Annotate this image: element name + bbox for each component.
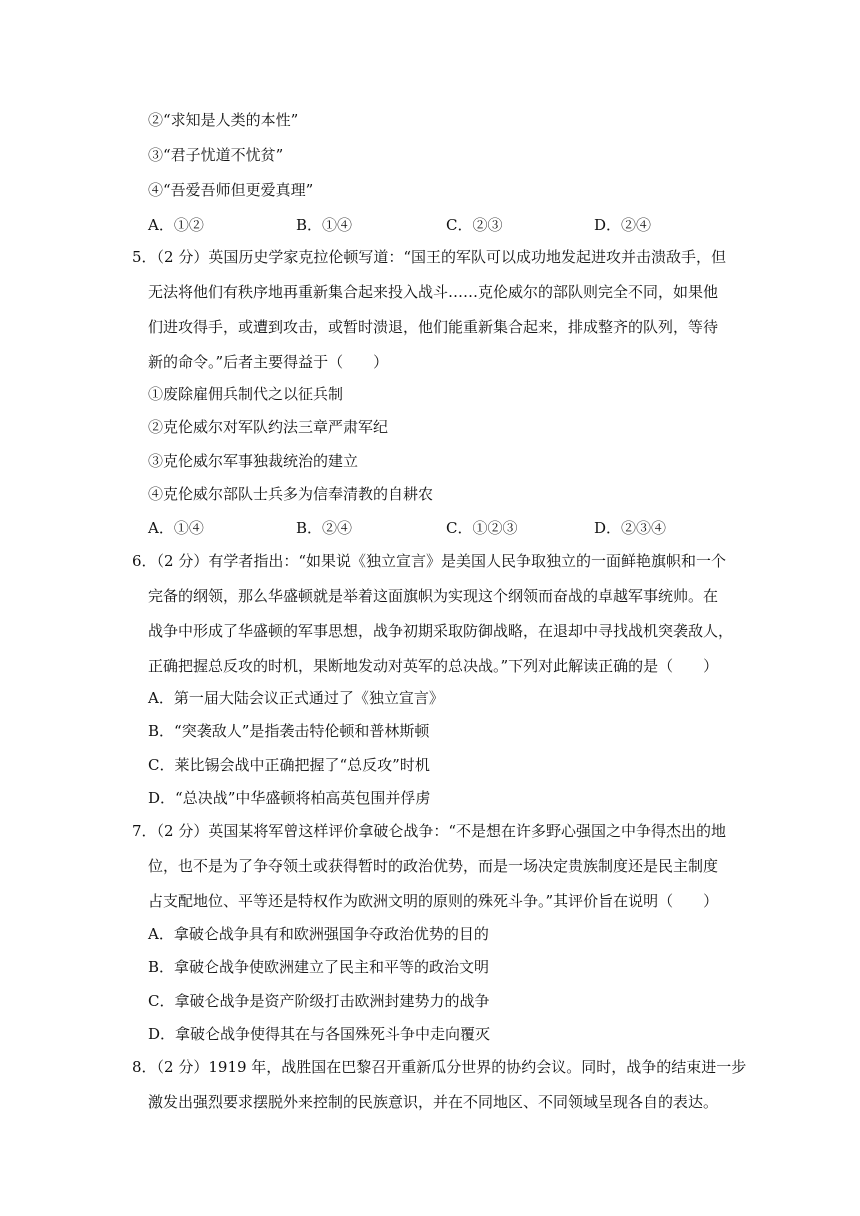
q5-option-d: D．②③④ [594, 519, 667, 537]
q5-stem-line-4: 新的命令。”后者主要得益于（ ） [148, 353, 389, 371]
q6-stem-line-4: 正确把握总反攻的时机，果断地发动对英军的总决战。”下列对此解读正确的是（ ） [148, 657, 719, 675]
q5-item-1: ①废除雇佣兵制代之以征兵制 [148, 385, 344, 403]
q5-option-a: A．①④ [148, 519, 204, 537]
q4-options [0, 215, 760, 235]
q5-stem-line-2: 无法将他们有秩序地再重新集合起来投入战斗……克伦威尔的部队则完全不同，如果他 [148, 283, 719, 301]
q4-option-d: D．②④ [594, 216, 652, 234]
q4-item-4: ④“吾爱吾师但更爱真理” [148, 181, 314, 199]
q5-option-b: B．②④ [296, 519, 353, 537]
q7-stem-line-3: 占支配地位、平等还是特权作为欧洲文明的原则的殊死斗争。”其评价旨在说明（ ） [148, 892, 719, 910]
q6-choice-c: C．莱比锡会战中正确把握了“总反攻”时机 [148, 756, 430, 774]
q6-stem-line-2: 完备的纲领，那么华盛顿就是举着这面旗帜为实现这个纲领而奋战的卓越军事统帅。在 [148, 587, 719, 605]
q5-stem-line-1: 5．（2 分）英国历史学家克拉伦顿写道：“国王的军队可以成功地发起进攻并击溃敌手，但 [132, 248, 727, 266]
q6-choice-d: D．“总决战”中华盛顿将柏高英包围并俘虏 [148, 789, 431, 807]
q5-item-4: ④克伦威尔部队士兵多为信奉清教的自耕农 [148, 485, 434, 503]
q4-option-a: A．①② [148, 216, 204, 234]
q6-stem-line-1: 6．（2 分）有学者指出：“如果说《独立宣言》是美国人民争取独立的一面鲜艳旗帜和一个 [132, 552, 727, 570]
q4-option-b: B．①④ [296, 216, 353, 234]
q5-item-2: ②克伦威尔对军队约法三章严肃军纪 [148, 418, 389, 436]
q7-choice-a: A．拿破仑战争具有和欧洲强国争夺政治优势的目的 [148, 925, 489, 943]
q7-choice-c: C．拿破仑战争是资产阶级打击欧洲封建势力的战争 [148, 992, 490, 1010]
q5-stem-line-3: 们进攻得手，或遭到攻击，或暂时溃退，他们能重新集合起来，排成整齐的队列，等待 [148, 318, 719, 336]
q4-item-2: ②“求知是人类的本性” [148, 111, 299, 129]
q8-stem-line-1: 8．（2 分）1919 年，战胜国在巴黎召开重新瓜分世界的协约会议。同时，战争的结束进一步 [132, 1058, 747, 1076]
q6-choice-b: B．“突袭敌人”是指袭击特伦顿和普林斯顿 [148, 722, 430, 740]
q4-option-c: C．②③ [446, 216, 503, 234]
q7-choice-b: B．拿破仑战争使欧洲建立了民主和平等的政治文明 [148, 958, 490, 976]
q7-choice-d: D．拿破仑战争使得其在与各国殊死斗争中走向覆灭 [148, 1025, 491, 1043]
q5-options [0, 518, 760, 538]
q5-option-c: C．①②③ [446, 519, 518, 537]
q7-stem-line-2: 位，也不是为了争夺领土或获得暂时的政治优势，而是一场决定贵族制度还是民主制度 [148, 857, 719, 875]
q4-item-3: ③“君子忧道不忧贫” [148, 146, 284, 164]
q5-item-3: ③克伦威尔军事独裁统治的建立 [148, 452, 359, 470]
q7-stem-line-1: 7．（2 分）英国某将军曾这样评价拿破仑战争：“不是想在许多野心强国之中争得杰出的地 [132, 822, 727, 840]
q6-choice-a: A．第一届大陆会议正式通过了《独立宣言》 [148, 689, 444, 707]
q8-stem-line-2: 激发出强烈要求摆脱外来控制的民族意识，并在不同地区、不同领域呈现各自的表达。 [148, 1093, 719, 1111]
q6-stem-line-3: 战争中形成了华盛顿的军事思想，战争初期采取防御战略，在退却中寻找战机突袭敌人， [148, 622, 734, 640]
